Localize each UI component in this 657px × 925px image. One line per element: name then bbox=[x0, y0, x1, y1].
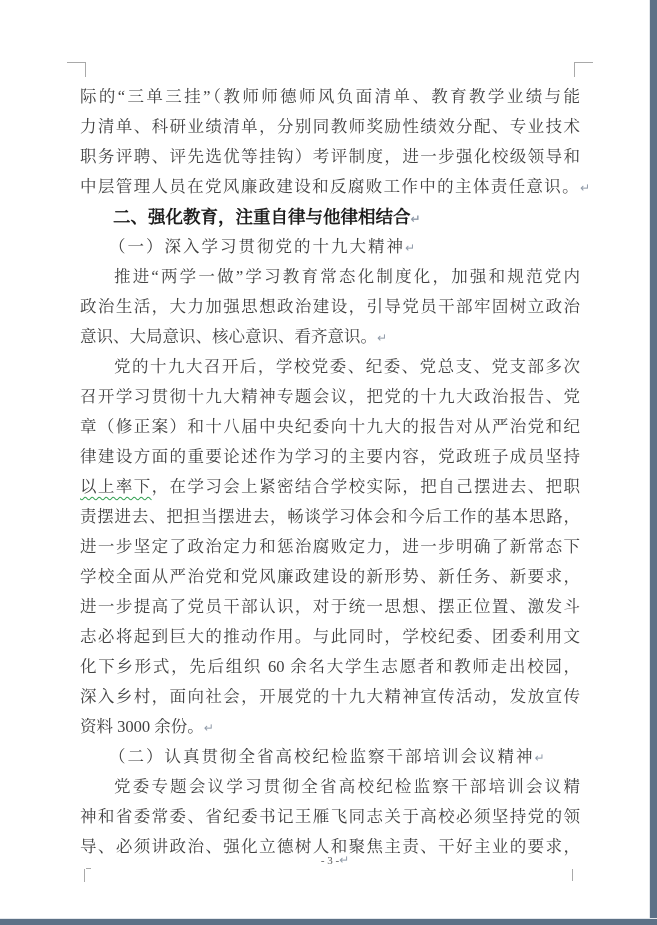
text-line[interactable]: 召开学习贯彻十九大精神专题会议，把党的十九大政治报告、党 bbox=[80, 387, 580, 406]
text-line[interactable]: 资料 3000 余份。↵ bbox=[80, 717, 214, 736]
crop-mark-bottom-right bbox=[572, 869, 573, 881]
crop-mark-bottom-left bbox=[86, 868, 91, 869]
text-line[interactable]: （二）认真贯彻全省高校纪检监察干部培训会议精神↵ bbox=[109, 747, 547, 766]
text-line[interactable]: 推进“两学一做”学习教育常态化制度化，加强和规范党内 bbox=[114, 267, 580, 286]
text-line[interactable]: 学校全面从严治党和党风廉政建设的新形势、新任务、新要求， bbox=[80, 567, 580, 586]
page-number: - 3 - bbox=[320, 855, 340, 867]
text-line[interactable]: 党的十九大召开后，学校党委、纪委、党总支、党支部多次 bbox=[114, 357, 580, 376]
page-footer: - 3 -↵ bbox=[320, 853, 350, 867]
text-line[interactable]: 导、必须讲政治、强化立德树人和聚焦主责、干好主业的要求， bbox=[80, 837, 580, 856]
crop-mark-top-left bbox=[85, 62, 86, 77]
text-line[interactable]: 化下乡形式，先后组织 60 余名大学生志愿者和教师走出校园， bbox=[80, 657, 580, 676]
crop-mark-top-left bbox=[67, 62, 86, 63]
text-line[interactable]: 进一步提高了党员干部认识，对于统一思想、摆正位置、激发斗 bbox=[80, 597, 580, 616]
text-line[interactable]: 进一步坚定了政治定力和惩治腐败定力，进一步明确了新常态下 bbox=[80, 537, 580, 556]
crop-mark-top-right bbox=[574, 62, 593, 63]
text-line[interactable]: 意识、大局意识、核心意识、看齐意识。↵ bbox=[80, 327, 388, 346]
text-line[interactable]: 中层管理人员在党风廉政建设和反腐败工作中的主体责任意识。↵ bbox=[80, 177, 591, 196]
document-text bbox=[80, 82, 591, 862]
text-line[interactable]: 际的“三单三挂”（教师师德师风负面清单、教育教学业绩与能 bbox=[80, 87, 580, 106]
text-line[interactable]: 章（修正案）和十八届中央纪委向十九大的报告对从严治党和纪 bbox=[80, 417, 580, 436]
text-line[interactable]: 党委专题会议学习贯彻全省高校纪检监察干部培训会议精 bbox=[114, 777, 580, 796]
text-line[interactable]: 二、强化教育，注重自律与他律相结合↵ bbox=[113, 207, 421, 227]
text-line[interactable]: 政治生活，大力加强思想政治建设，引导党员干部牢固树立政治 bbox=[80, 297, 580, 316]
text-line[interactable]: 律建设方面的重要论述作为学习的主要内容，党政班子成员坚持 bbox=[80, 447, 580, 466]
grammar-check-underline: 以上率下 bbox=[80, 477, 152, 496]
text-line[interactable]: 力清单、科研业绩清单，分别同教师奖励性绩效分配、专业技术 bbox=[80, 117, 580, 136]
text-line[interactable]: 责摆进去、把担当摆进去，畅谈学习体会和今后工作的基本思路， bbox=[80, 507, 580, 526]
text-line[interactable]: 以上率下，在学习会上紧密结合学校实际，把自己摆进去、把职 bbox=[80, 477, 581, 496]
crop-mark-top-right bbox=[574, 62, 575, 77]
text-line[interactable]: 神和省委常委、省纪委书记王雁飞同志关于高校必须坚持党的领 bbox=[80, 807, 580, 826]
text-line[interactable]: 志必将起到巨大的推动作用。与此同时，学校纪委、团委利用文 bbox=[80, 627, 580, 646]
text-line[interactable]: 深入乡村，面向社会，开展党的十九大精神宣传活动，发放宣传 bbox=[80, 687, 580, 706]
window-edge-bottom bbox=[0, 919, 657, 925]
text-line[interactable]: （一）深入学习贯彻党的十九大精神↵ bbox=[109, 237, 418, 256]
window-edge-right bbox=[650, 0, 657, 925]
text-line[interactable]: 职务评聘、评先选优等挂钩）考评制度，进一步强化校级领导和 bbox=[80, 147, 580, 166]
crop-mark-bottom-left bbox=[84, 869, 85, 882]
